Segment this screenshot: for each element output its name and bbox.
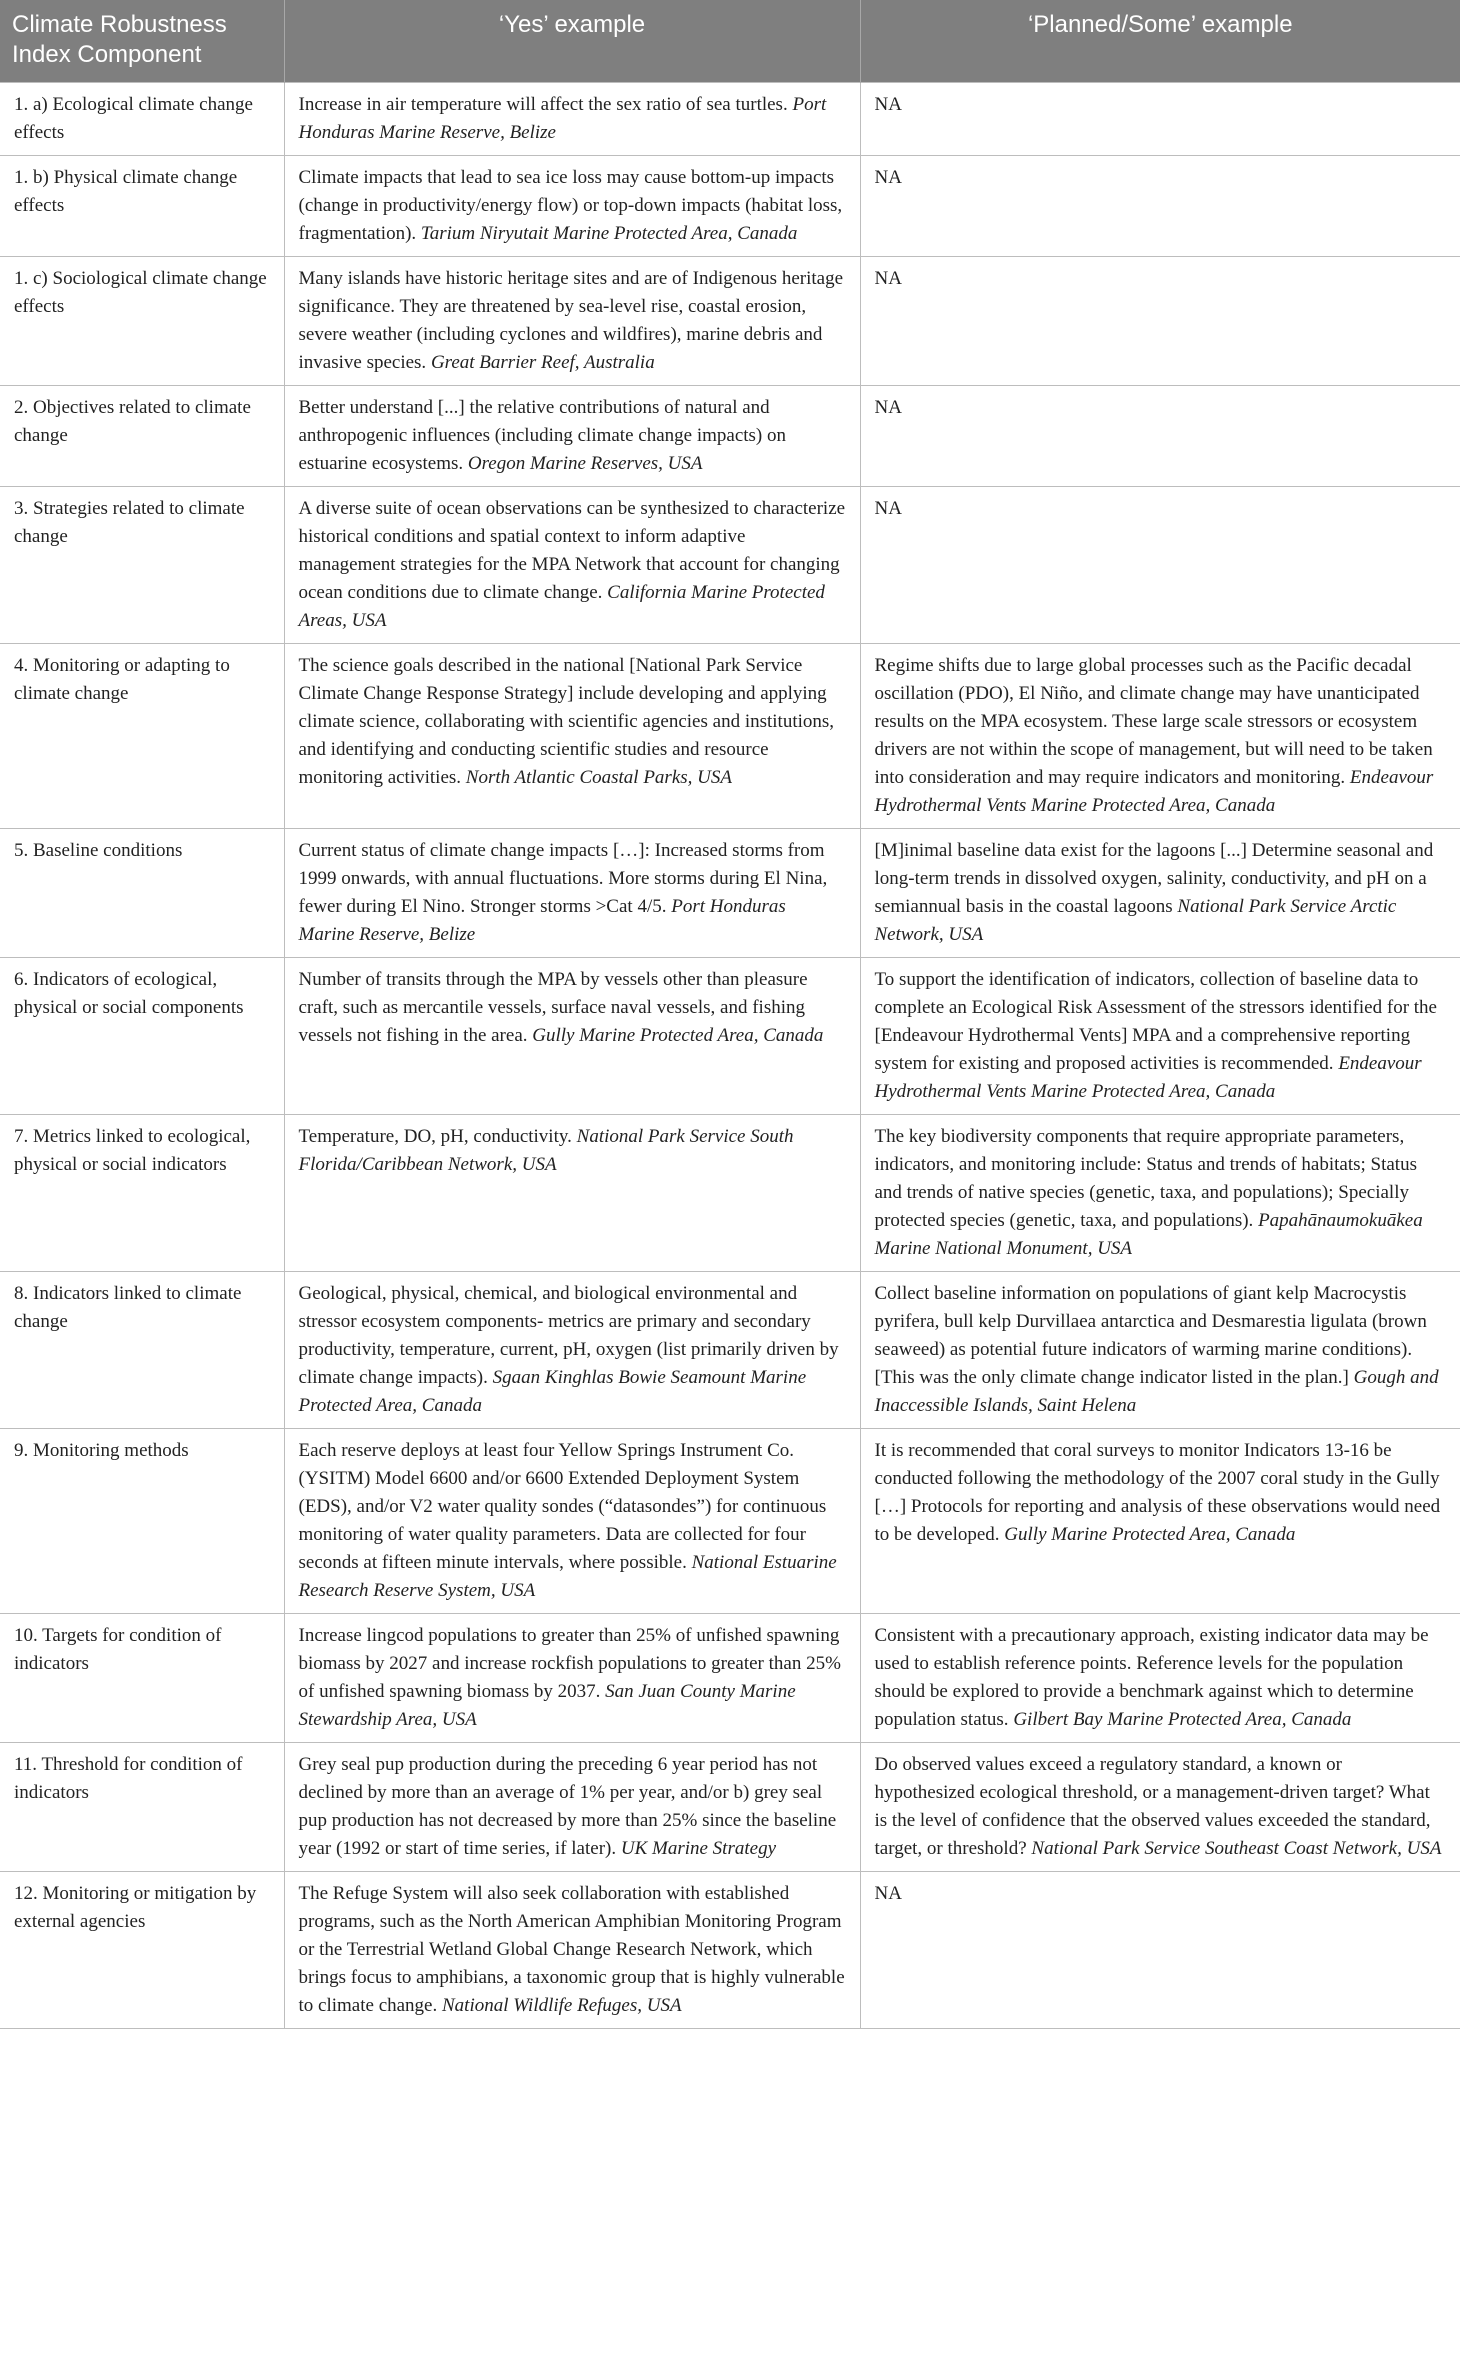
component-cell: 10. Targets for condition of indicators: [0, 1613, 284, 1742]
table-row: [0, 486, 1460, 643]
table-body: [0, 82, 1460, 2028]
yes-example-cell: [284, 155, 860, 256]
yes-example-text: Grey seal pup production during the preceding 6 year period has not declined by more than an average of 1% per year, and/or b) grey seal pup production has not decreased by more than 25% since the baseline year (1992 or start of time series, if later).: [298, 1753, 837, 1859]
planned-example-text: NA: [874, 267, 902, 289]
yes-example-source: Port Honduras Marine Reserve, Belize: [298, 895, 786, 945]
header-component: Climate Robustness Index Component: [0, 0, 284, 82]
planned-example-text: Do observed values exceed a regulatory standard, a known or hypothesized ecological threshold, or a management-driven target? What is the level of confidence that the observed values exceeded the standard, target, or threshold?: [874, 1753, 1431, 1859]
planned-example-text: Consistent with a precautionary approach, existing indicator data may be used to establish reference points. Reference levels for the population should be explored to provide a benchmark against which to determine population status.: [874, 1624, 1429, 1730]
planned-example-cell: [860, 1428, 1460, 1613]
planned-example-cell: [860, 828, 1460, 957]
table-row: [0, 1428, 1460, 1613]
component-cell: 9. Monitoring methods: [0, 1428, 284, 1613]
component-cell: 2. Objectives related to climate change: [0, 385, 284, 486]
table-row: [0, 643, 1460, 828]
yes-example-text: Number of transits through the MPA by vessels other than pleasure craft, such as mercantile vessels, surface naval vessels, and fishing vessels not fishing in the area.: [298, 968, 808, 1046]
component-cell: 3. Strategies related to climate change: [0, 486, 284, 643]
component-cell: 12. Monitoring or mitigation by external agencies: [0, 1871, 284, 2028]
planned-example-text: NA: [874, 497, 902, 519]
planned-example-text: [M]inimal baseline data exist for the lagoons [...] Determine seasonal and long-term trends in dissolved oxygen, salinity, conductivity, and pH on a semiannual basis in the coastal lagoons: [874, 839, 1434, 917]
planned-example-text: NA: [874, 166, 902, 188]
yes-example-cell: [284, 1428, 860, 1613]
yes-example-cell: [284, 256, 860, 385]
planned-example-source: National Park Service Arctic Network, USA: [874, 895, 1397, 945]
component-cell: 1. b) Physical climate change effects: [0, 155, 284, 256]
table-row: [0, 1114, 1460, 1271]
planned-example-source: Papahānaumokuākea Marine National Monument, USA: [874, 1209, 1423, 1259]
yes-example-source: Tarium Niryutait Marine Protected Area, Canada: [420, 222, 798, 244]
yes-example-cell: [284, 1613, 860, 1742]
yes-example-source: San Juan County Marine Stewardship Area, USA: [298, 1680, 796, 1730]
yes-example-text: Temperature, DO, pH, conductivity.: [298, 1125, 577, 1147]
yes-example-text: The science goals described in the national [National Park Service Climate Change Response Strategy] include developing and applying climate science, collaborating with scientific agencies and institutions, and identifying and conducting scientific studies and resource monitoring activities.: [298, 654, 835, 788]
yes-example-text: Increase in air temperature will affect the sex ratio of sea turtles.: [298, 93, 793, 115]
planned-example-cell: [860, 1613, 1460, 1742]
yes-example-cell: [284, 1871, 860, 2028]
component-cell: 11. Threshold for condition of indicators: [0, 1742, 284, 1871]
yes-example-text: Better understand [...] the relative contributions of natural and anthropogenic influences (including climate change impacts) on estuarine ecosystems.: [298, 396, 786, 474]
yes-example-source: National Wildlife Refuges, USA: [442, 1994, 682, 2016]
planned-example-cell: [860, 1742, 1460, 1871]
component-cell: 7. Metrics linked to ecological, physical or social indicators: [0, 1114, 284, 1271]
yes-example-cell: [284, 1114, 860, 1271]
component-cell: 6. Indicators of ecological, physical or social components: [0, 957, 284, 1114]
table-row: [0, 1871, 1460, 2028]
yes-example-text: Many islands have historic heritage sites and are of Indigenous heritage significance. They are threatened by sea-level rise, coastal erosion, severe weather (including cyclones and wildfires), marine debris and invasive species.: [298, 267, 843, 373]
yes-example-source: National Park Service South Florida/Caribbean Network, USA: [298, 1125, 794, 1175]
yes-example-text: Current status of climate change impacts […]: Increased storms from 1999 onwards, with annual fluctuations. More storms during El Nina, fewer during El Nino. Stronger storms >Cat 4/5.: [298, 839, 828, 917]
yes-example-source: Port Honduras Marine Reserve, Belize: [298, 93, 827, 143]
yes-example-text: Geological, physical, chemical, and biological environmental and stressor ecosystem components- metrics are primary and secondary productivity, temperature, current, pH, oxygen (list primarily driven by climate change impacts).: [298, 1282, 839, 1388]
component-cell: 4. Monitoring or adapting to climate change: [0, 643, 284, 828]
planned-example-text: Collect baseline information on populations of giant kelp Macrocystis pyrifera, bull kelp Durvillaea antarctica and Desmarestia ligulata (brown seaweed) as potential future indicators of warming marine conditions). [This was the only climate change indicator listed in the plan.]: [874, 1282, 1427, 1388]
table-row: [0, 1613, 1460, 1742]
yes-example-cell: [284, 1271, 860, 1428]
table-header: [0, 0, 1460, 82]
planned-example-cell: [860, 1871, 1460, 2028]
planned-example-cell: [860, 1114, 1460, 1271]
planned-example-source: Gully Marine Protected Area, Canada: [1004, 1523, 1296, 1545]
planned-example-text: NA: [874, 93, 902, 115]
planned-example-text: NA: [874, 1882, 902, 1904]
yes-example-text: Increase lingcod populations to greater than 25% of unfished spawning biomass by 2027 and increase rockfish populations to greater than 25% of unfished spawning biomass by 2037.: [298, 1624, 841, 1702]
component-cell: 5. Baseline conditions: [0, 828, 284, 957]
yes-example-source: North Atlantic Coastal Parks, USA: [465, 766, 732, 788]
yes-example-source: Great Barrier Reef, Australia: [430, 351, 655, 373]
yes-example-cell: [284, 385, 860, 486]
yes-example-text: The Refuge System will also seek collaboration with established programs, such as the North American Amphibian Monitoring Program or the Terrestrial Wetland Global Change Research Network, which brings focus to amphibians, a taxonomic group that is highly vulnerable to climate change.: [298, 1882, 845, 2016]
planned-example-cell: [860, 643, 1460, 828]
planned-example-text: It is recommended that coral surveys to monitor Indicators 13-16 be conducted following the methodology of the 2007 coral study in the Gully […] Protocols for reporting and analysis of these observations would need to be developed.: [874, 1439, 1441, 1545]
component-cell: 1. a) Ecological climate change effects: [0, 82, 284, 155]
table-row: [0, 828, 1460, 957]
planned-example-text: Regime shifts due to large global processes such as the Pacific decadal oscillation (PDO), El Niño, and climate change may have unanticipated results on the MPA ecosystem. These large scale stressors or ecosystem drivers are not within the scope of management, but will need to be taken into consideration and may require indicators and monitoring.: [874, 654, 1433, 788]
table-row: [0, 82, 1460, 155]
planned-example-cell: [860, 82, 1460, 155]
yes-example-cell: [284, 643, 860, 828]
planned-example-source: Gilbert Bay Marine Protected Area, Canada: [1013, 1708, 1352, 1730]
planned-example-source: Endeavour Hydrothermal Vents Marine Protected Area, Canada: [874, 1052, 1422, 1102]
planned-example-cell: [860, 256, 1460, 385]
header-row: [0, 0, 1460, 82]
planned-example-cell: [860, 486, 1460, 643]
table-row: [0, 1742, 1460, 1871]
yes-example-cell: [284, 82, 860, 155]
table-row: [0, 256, 1460, 385]
yes-example-source: National Estuarine Research Reserve System, USA: [298, 1551, 837, 1601]
planned-example-text: To support the identification of indicators, collection of baseline data to complete an Ecological Risk Assessment of the stressors identified for the [Endeavour Hydrothermal Vents] MPA and a comprehensive reporting system for existing and proposed activities is recommended.: [874, 968, 1437, 1074]
yes-example-cell: [284, 486, 860, 643]
yes-example-source: Oregon Marine Reserves, USA: [467, 452, 703, 474]
component-cell: 8. Indicators linked to climate change: [0, 1271, 284, 1428]
planned-example-text: The key biodiversity components that require appropriate parameters, indicators, and monitoring include: Status and trends of habitats; Status and trends of native species (genetic, taxa, and populations); Specially protected species (genetic, taxa, and populations).: [874, 1125, 1417, 1231]
yes-example-text: Each reserve deploys at least four Yellow Springs Instrument Co. (YSITM) Model 6600 and/or 6600 Extended Deployment System (EDS), and/or V2 water quality sondes (“datasondes”) for continuous monitoring of water quality parameters. Data are collected for four seconds at fifteen minute intervals, where possible.: [298, 1439, 827, 1573]
yes-example-cell: [284, 1742, 860, 1871]
planned-example-text: NA: [874, 396, 902, 418]
yes-example-source: Sgaan Kinghlas Bowie Seamount Marine Protected Area, Canada: [298, 1366, 807, 1416]
planned-example-source: Gough and Inaccessible Islands, Saint Helena: [874, 1366, 1439, 1416]
planned-example-cell: [860, 1271, 1460, 1428]
planned-example-cell: [860, 957, 1460, 1114]
planned-example-source: Endeavour Hydrothermal Vents Marine Protected Area, Canada: [874, 766, 1434, 816]
planned-example-cell: [860, 155, 1460, 256]
yes-example-source: California Marine Protected Areas, USA: [298, 581, 825, 631]
table-row: [0, 957, 1460, 1114]
yes-example-cell: [284, 957, 860, 1114]
table-row: [0, 1271, 1460, 1428]
header-planned-example: ‘Planned/Some’ example: [860, 0, 1460, 82]
yes-example-source: Gully Marine Protected Area, Canada: [532, 1024, 824, 1046]
planned-example-cell: [860, 385, 1460, 486]
yes-example-text: Climate impacts that lead to sea ice loss may cause bottom-up impacts (change in productivity/energy flow) or top-down impacts (habitat loss, fragmentation).: [298, 166, 843, 244]
planned-example-source: National Park Service Southeast Coast Network, USA: [1031, 1837, 1442, 1859]
table-row: [0, 155, 1460, 256]
table-row: [0, 385, 1460, 486]
yes-example-cell: [284, 828, 860, 957]
header-yes-example: ‘Yes’ example: [284, 0, 860, 82]
yes-example-text: A diverse suite of ocean observations can be synthesized to characterize historical conditions and spatial context to inform adaptive management strategies for the MPA Network that account for changing ocean conditions due to climate change.: [298, 497, 846, 603]
component-cell: 1. c) Sociological climate change effects: [0, 256, 284, 385]
yes-example-source: UK Marine Strategy: [620, 1837, 777, 1859]
